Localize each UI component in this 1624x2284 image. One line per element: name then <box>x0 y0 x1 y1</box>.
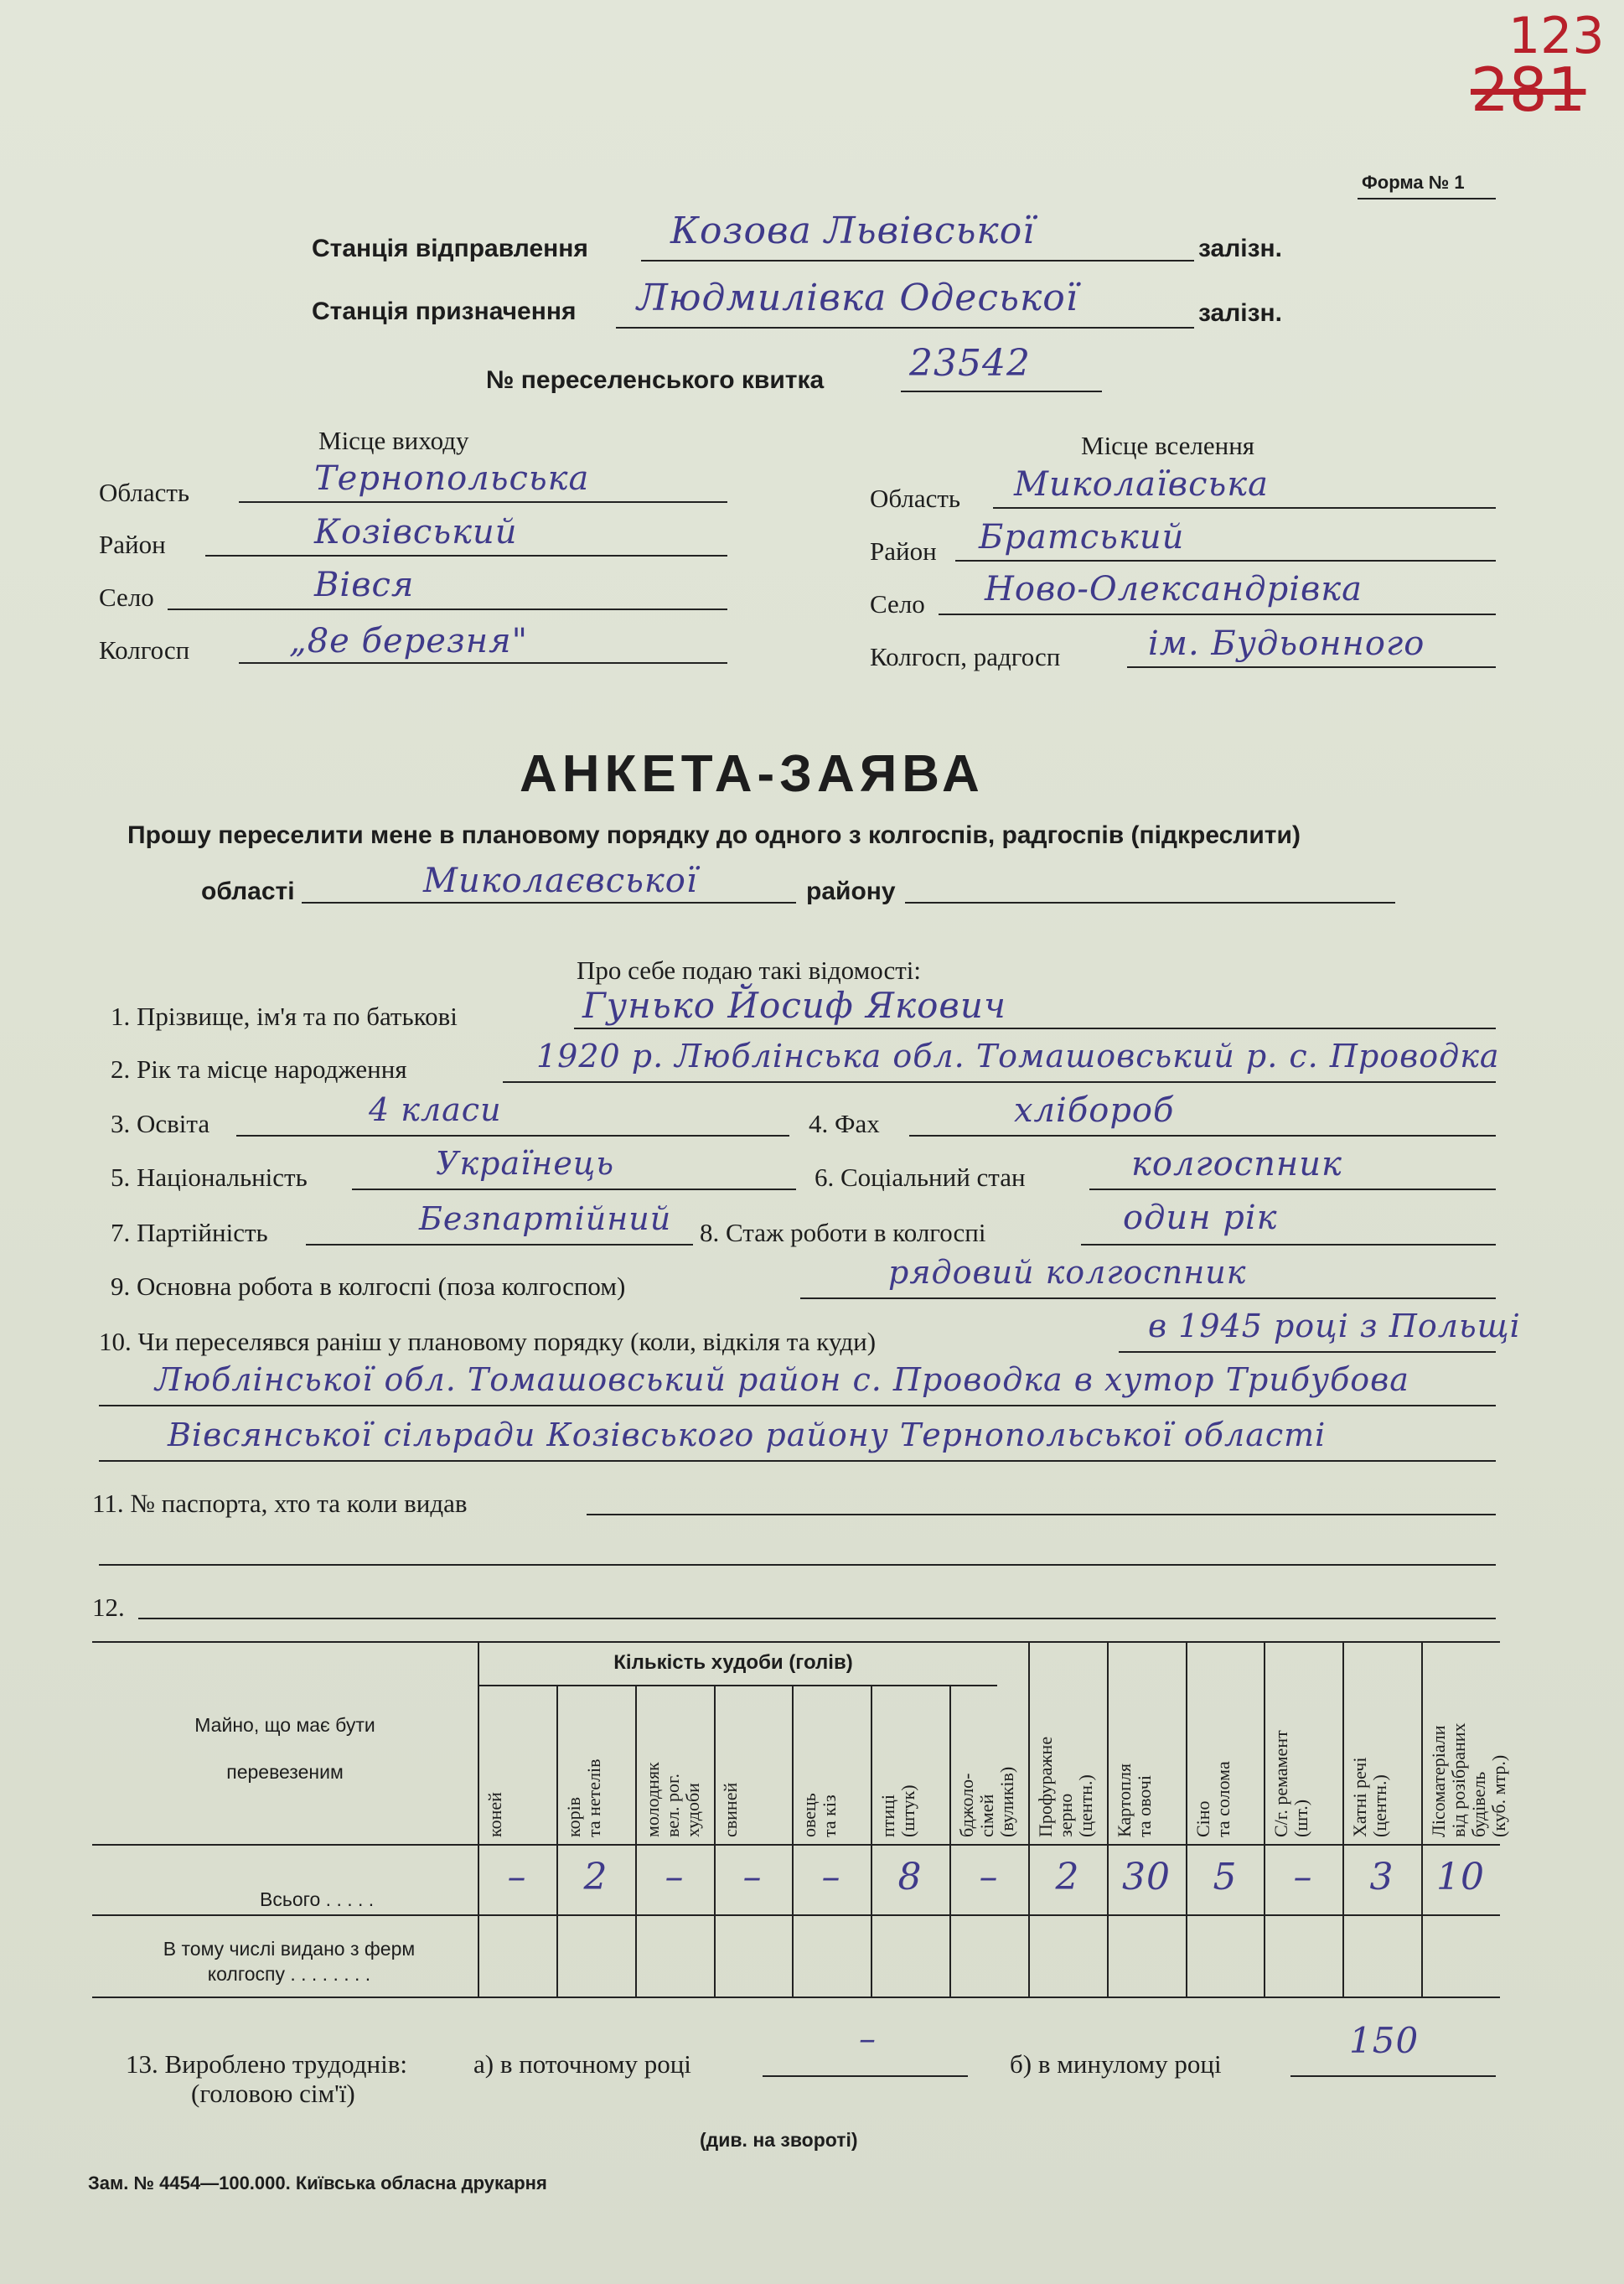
workdays-current-label: а) в поточному році <box>473 2049 691 2079</box>
table-total-value: 5 <box>1213 1856 1238 1898</box>
field-5-label: 5. Національність <box>111 1163 308 1192</box>
table-total-value: – <box>1293 1856 1313 1898</box>
destination-selo-line <box>939 614 1496 615</box>
property-table <box>92 1641 1509 1998</box>
field-6-value: колгоспник <box>1131 1145 1342 1183</box>
farm-row-rule <box>92 1914 1500 1916</box>
table-column-header: Картопля та овочі <box>1114 1763 1155 1837</box>
destination-raion-label: Район <box>870 536 937 566</box>
field-10-value-1: в 1945 році з Польщі <box>1148 1308 1521 1344</box>
destination-oblast-line <box>993 507 1496 509</box>
origin-heading: Місце виходу <box>318 426 469 455</box>
table-total-value: 30 <box>1122 1856 1171 1898</box>
departure-station-line <box>641 260 1194 262</box>
table-column-header: коней <box>484 1792 505 1837</box>
field-9-value: рядовий колгоспник <box>888 1254 1247 1291</box>
table-column-divider <box>792 1685 794 1997</box>
form-number-underline <box>1358 198 1496 199</box>
table-column-header: молодняк вел. рог. худоби <box>642 1762 703 1837</box>
field-8-label: 8. Стаж роботи в колгоспі <box>700 1218 986 1247</box>
table-column-divider <box>949 1685 951 1997</box>
table-total-value: 2 <box>1055 1856 1080 1898</box>
origin-oblast-line <box>239 501 727 503</box>
table-total-value: – <box>742 1856 763 1898</box>
table-column-header: птиці (штук) <box>877 1784 918 1837</box>
destination-selo-label: Село <box>870 589 925 619</box>
table-column-divider <box>1421 1643 1423 1997</box>
field-3-value: 4 класи <box>369 1091 502 1128</box>
table-total-value: 8 <box>897 1856 923 1898</box>
table-total-value: – <box>665 1856 685 1898</box>
table-column-divider <box>556 1685 558 1997</box>
table-column-header: бджоло- сімей (вуликів) <box>956 1766 1017 1837</box>
totals-row-rule <box>92 1844 1500 1846</box>
table-total-value: – <box>507 1856 527 1898</box>
field-10-line-1 <box>1119 1351 1496 1353</box>
field-12-line <box>138 1618 1496 1619</box>
document-title: АНКЕТА-ЗАЯВА <box>520 745 985 803</box>
field-4-line <box>909 1135 1496 1137</box>
table-column-header: Хатні речі (центн.) <box>1349 1757 1390 1837</box>
origin-selo-line <box>168 609 727 610</box>
total-label: Всього . . . . . <box>260 1888 375 1910</box>
farm-label: В тому числі видано з ферм колгоспу . . . . . . . . <box>163 1938 416 1985</box>
arrival-station-value: Людмилівка Одеської <box>637 277 1078 319</box>
field-3-line <box>236 1135 789 1137</box>
destination-heading: Місце вселення <box>1081 431 1255 460</box>
origin-kolhosp-value: „8е березня" <box>289 622 528 660</box>
ticket-label: № переселенського квитка <box>486 366 825 394</box>
table-total-value: – <box>979 1856 999 1898</box>
table-column-divider <box>1264 1643 1265 1997</box>
origin-selo-label: Село <box>99 583 154 612</box>
table-column-divider <box>1107 1643 1109 1997</box>
destination-oblast-label: Область <box>870 484 961 513</box>
field-1-label: 1. Прізвище, ім'я та по батькові <box>111 1002 458 1031</box>
field-7-label: 7. Партійність <box>111 1218 268 1247</box>
workdays-sublabel: (головою сім'ї) <box>191 2079 355 2108</box>
table-column-header: овець та кіз <box>799 1793 840 1837</box>
origin-raion-line <box>205 555 727 557</box>
field-6-label: 6. Соціальний стан <box>815 1163 1026 1192</box>
field-4-label: 4. Фах <box>809 1109 880 1138</box>
origin-raion-value: Козівський <box>314 513 518 552</box>
field-8-value: один рік <box>1123 1199 1278 1237</box>
ticket-value: 23542 <box>909 342 1031 385</box>
field-2-value: 1920 р. Люблінська обл. Томашовський р. с. Проводка <box>536 1038 1500 1075</box>
archive-number: 123 <box>1508 7 1605 65</box>
table-column-header: Сіно та солома <box>1192 1761 1234 1837</box>
destination-selo-value: Ново-Олександрівка <box>985 570 1363 609</box>
workdays-label: 13. Вироблено трудоднів: <box>126 2049 408 2079</box>
table-column-divider <box>871 1685 872 1997</box>
table-column-divider <box>478 1643 479 1997</box>
table-total-value: 2 <box>583 1856 608 1898</box>
field-8-line <box>1081 1244 1496 1246</box>
origin-oblast-label: Область <box>99 478 190 507</box>
destination-oblast-value: Миколаївська <box>1014 465 1269 504</box>
origin-kolhosp-label: Колгосп <box>99 635 190 665</box>
table-column-header: С/г. ремамент (шт.) <box>1270 1730 1311 1837</box>
field-10-line-3 <box>99 1460 1496 1462</box>
rail-suffix-1: залізн. <box>1198 235 1282 262</box>
field-9-label: 9. Основна робота в колгоспі (поза колгоспом) <box>111 1271 626 1301</box>
table-column-divider <box>1028 1643 1030 1997</box>
field-4-value: хлібороб <box>1014 1091 1175 1130</box>
field-10-line-2 <box>99 1405 1496 1406</box>
field-7-value: Безпартійний <box>419 1200 672 1237</box>
field-7-line <box>306 1244 693 1246</box>
table-total-value: 3 <box>1369 1856 1394 1898</box>
origin-raion-label: Район <box>99 530 166 559</box>
field-10-label: 10. Чи переселявся раніш у плановому порядку (коли, відкіля та куди) <box>99 1327 877 1356</box>
see-reverse-note: (див. на звороті) <box>700 2129 858 2151</box>
field-5-value: Українець <box>436 1145 615 1182</box>
field-11-line-2 <box>99 1564 1496 1566</box>
destination-raion-line <box>955 560 1496 562</box>
livestock-header-rule <box>478 1685 997 1686</box>
field-9-line <box>800 1297 1496 1299</box>
property-header: Майно, що має бути перевезеним <box>194 1714 375 1783</box>
field-6-line <box>1089 1189 1496 1190</box>
request-raion-label: району <box>806 878 896 905</box>
destination-kolhosp-value: ім. Будьонного <box>1148 624 1425 663</box>
field-11-line-1 <box>587 1514 1496 1515</box>
field-1-value: Гунько Йосиф Якович <box>582 985 1007 1026</box>
field-12-label: 12. <box>92 1593 125 1622</box>
request-oblast-label: області <box>201 878 295 905</box>
table-column-divider <box>1342 1643 1344 1997</box>
field-10-value-2: Люблінської обл. Томашовський район с. Проводка в хутор Трибубова <box>155 1361 1409 1398</box>
origin-selo-value: Вівся <box>314 566 415 604</box>
table-column-divider <box>635 1685 637 1997</box>
field-5-line <box>352 1189 796 1190</box>
table-column-divider <box>714 1685 716 1997</box>
table-column-header: корів та нетелів <box>563 1758 604 1837</box>
field-2-label: 2. Рік та місце народження <box>111 1054 407 1084</box>
workdays-previous-label: б) в минулому році <box>1010 2049 1222 2079</box>
table-column-header: Лісоматеріали від розібраних будівель (куб. мтр.) <box>1428 1722 1509 1837</box>
arrival-station-line <box>616 327 1194 329</box>
request-raion-line <box>905 902 1395 904</box>
destination-raion-value: Братський <box>979 518 1185 557</box>
table-total-value: 10 <box>1436 1856 1485 1898</box>
ticket-line <box>901 391 1102 392</box>
field-10-value-3: Вівсянської сільради Козівського району Тернопольської області <box>168 1416 1327 1453</box>
form-number: Форма № 1 <box>1362 172 1465 193</box>
departure-station-value: Козова Львівської <box>670 210 1036 252</box>
archive-number-struck: 281 <box>1471 54 1586 125</box>
field-11-label: 11. № паспорта, хто та коли видав <box>92 1489 468 1518</box>
destination-kolhosp-line <box>1127 666 1496 668</box>
livestock-header: Кількість худоби (голів) <box>613 1651 853 1674</box>
origin-oblast-value: Тернопольська <box>314 459 590 498</box>
request-oblast-line <box>302 902 796 904</box>
destination-kolhosp-label: Колгосп, радгосп <box>870 642 1061 671</box>
field-2-line <box>503 1081 1496 1083</box>
workdays-previous-value: 150 <box>1349 2020 1420 2061</box>
field-1-line <box>574 1028 1496 1029</box>
workdays-previous-line <box>1290 2075 1496 2077</box>
printer-imprint: Зам. № 4454—100.000. Київська обласна друкарня <box>88 2173 547 2193</box>
table-total-value: – <box>821 1856 841 1898</box>
departure-station-label: Станція відправлення <box>312 235 588 262</box>
arrival-station-label: Станція призначення <box>312 298 577 325</box>
rail-suffix-2: залізн. <box>1198 299 1282 327</box>
intro-text: Про себе подаю такі відомості: <box>577 956 922 985</box>
origin-kolhosp-line <box>239 662 727 664</box>
request-oblast-value: Миколаєвської <box>423 862 698 900</box>
table-column-header: Профуражне зерно (центн.) <box>1035 1736 1096 1837</box>
table-column-header: свиней <box>720 1782 741 1837</box>
request-text: Прошу переселити мене в плановому порядку до одного з колгоспів, радгоспів (підкреслити) <box>127 821 1301 849</box>
field-3-label: 3. Освіта <box>111 1109 210 1138</box>
workdays-current-value: – <box>859 2020 877 2059</box>
workdays-current-line <box>763 2075 968 2077</box>
table-column-divider <box>1186 1643 1187 1997</box>
